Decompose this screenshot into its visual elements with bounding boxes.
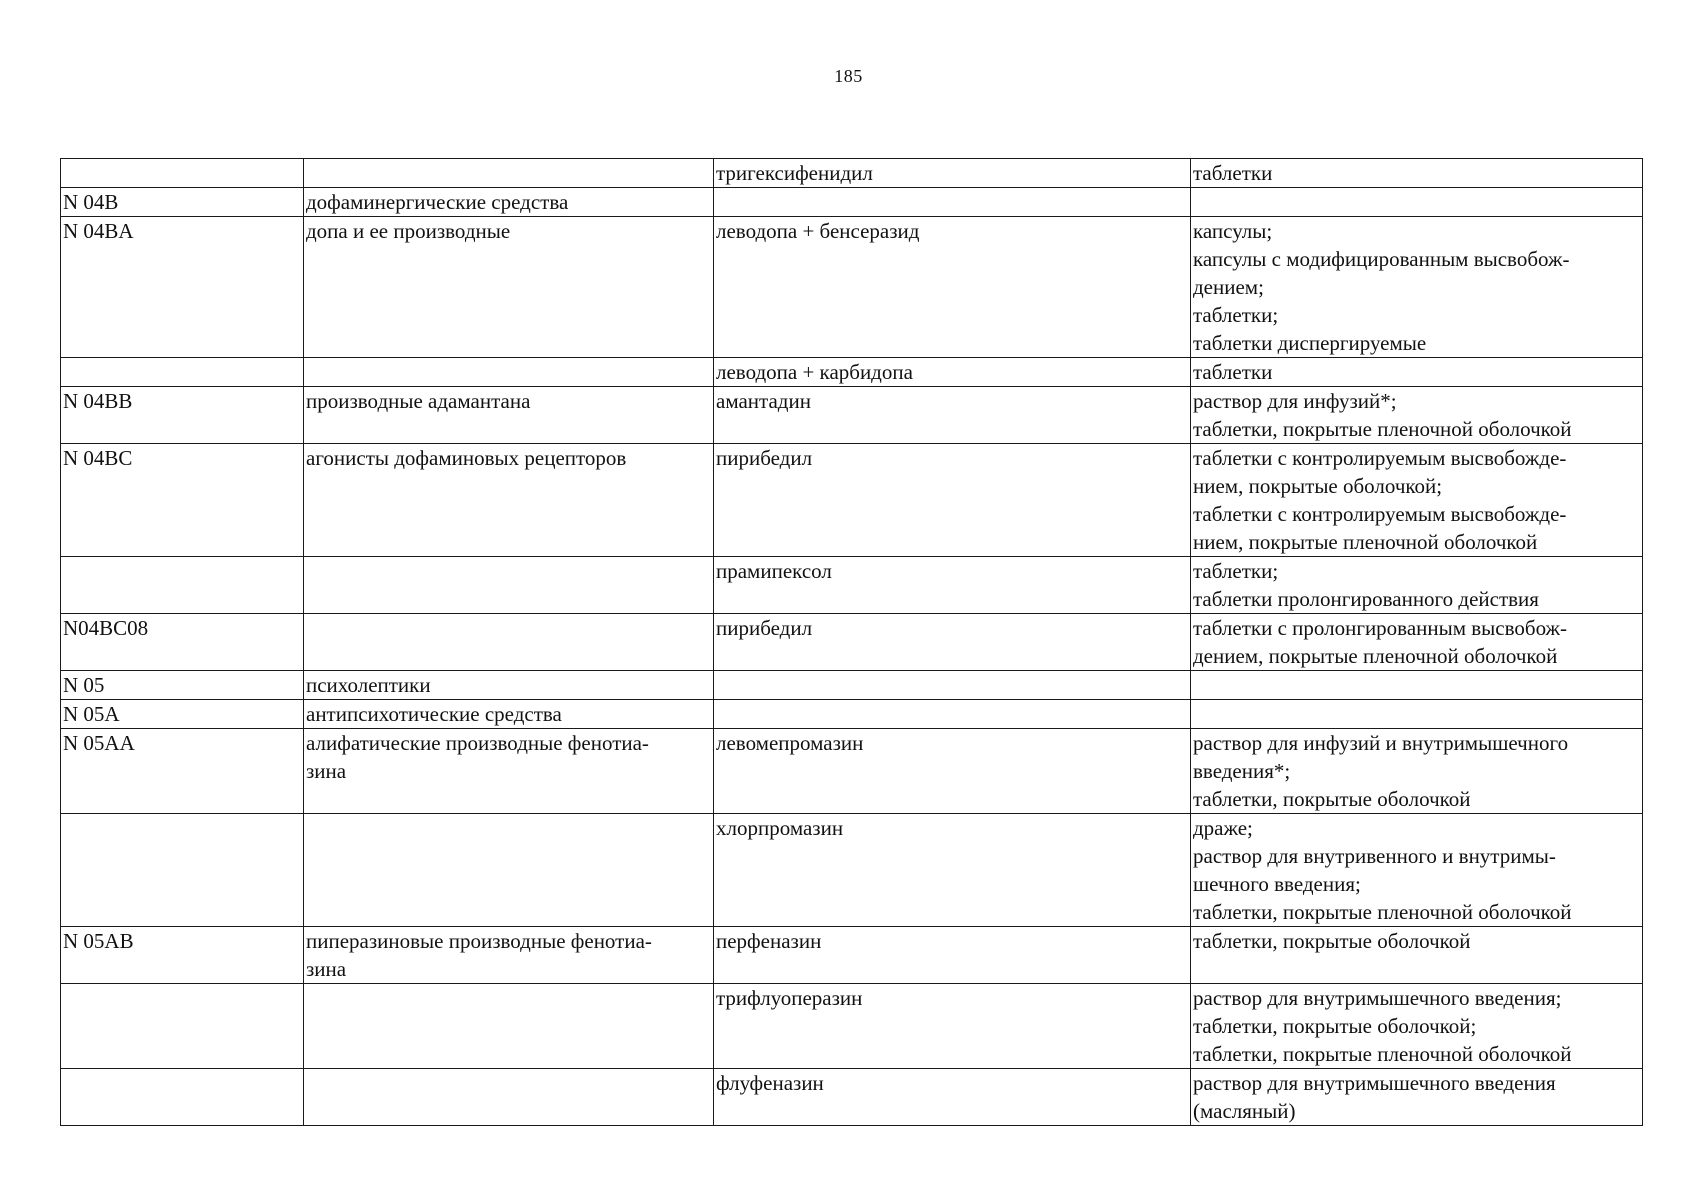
pharmacological-group-cell: антипсихотические средства (304, 700, 714, 729)
pharmacological-group-cell (304, 358, 714, 387)
pharmacological-group-cell (304, 984, 714, 1069)
dosage-form-cell (1191, 188, 1643, 217)
atc-code-cell: N 04BA (61, 217, 304, 358)
pharmacological-group-cell (304, 614, 714, 671)
drug-name-cell: прамипексол (714, 557, 1191, 614)
table-row (61, 387, 1643, 444)
atc-code-cell: N 04B (61, 188, 304, 217)
atc-code-cell: N 05AA (61, 729, 304, 814)
dosage-form-cell: таблетки с пролонгированным высвобож- дением, покрытые пленочной оболочкой (1191, 614, 1643, 671)
atc-code-cell (61, 159, 304, 188)
pharmacological-group-cell (304, 1069, 714, 1126)
drug-name-cell: пирибедил (714, 614, 1191, 671)
pharmacological-group-cell: психолептики (304, 671, 714, 700)
table-row (61, 700, 1643, 729)
pharmacological-group-cell: агонисты дофаминовых рецепторов (304, 444, 714, 557)
dosage-form-cell: таблетки (1191, 159, 1643, 188)
drug-name-cell (714, 700, 1191, 729)
atc-code-cell: N 05 (61, 671, 304, 700)
table-row (61, 444, 1643, 557)
atc-code-cell (61, 358, 304, 387)
drug-name-cell: леводопа + бенсеразид (714, 217, 1191, 358)
pharmacological-group-cell: алифатические производные фенотиа- зина (304, 729, 714, 814)
pharmacological-group-cell: допа и ее производные (304, 217, 714, 358)
dosage-form-cell: раствор для внутримышечного введения; таблетки, покрытые оболочкой; таблетки, покрытые пленочной оболочкой (1191, 984, 1643, 1069)
pharmacological-group-cell (304, 814, 714, 927)
drug-name-cell (714, 188, 1191, 217)
table-row (61, 188, 1643, 217)
dosage-form-cell (1191, 671, 1643, 700)
pharmacological-group-cell: пиперазиновые производные фенотиа- зина (304, 927, 714, 984)
dosage-form-cell: капсулы; капсулы с модифицированным высвобож- дением; таблетки; таблетки диспергируемые (1191, 217, 1643, 358)
drug-name-cell: трифлуоперазин (714, 984, 1191, 1069)
dosage-form-cell: раствор для инфузий*; таблетки, покрытые пленочной оболочкой (1191, 387, 1643, 444)
drug-name-cell: перфеназин (714, 927, 1191, 984)
page-number: 185 (834, 66, 863, 86)
table-row (61, 358, 1643, 387)
drug-name-cell: левомепромазин (714, 729, 1191, 814)
dosage-form-cell: таблетки, покрытые оболочкой (1191, 927, 1643, 984)
atc-code-cell: N04BC08 (61, 614, 304, 671)
dosage-form-cell: раствор для инфузий и внутримышечного введения*; таблетки, покрытые оболочкой (1191, 729, 1643, 814)
drug-name-cell: леводопа + карбидопа (714, 358, 1191, 387)
atc-code-cell (61, 1069, 304, 1126)
table-row (61, 814, 1643, 927)
atc-code-cell: N 05AB (61, 927, 304, 984)
dosage-form-cell: таблетки; таблетки пролонгированного действия (1191, 557, 1643, 614)
table-row (61, 159, 1643, 188)
drug-name-cell: амантадин (714, 387, 1191, 444)
drug-list-table (60, 158, 1643, 1126)
table-row (61, 1069, 1643, 1126)
atc-code-cell (61, 814, 304, 927)
drug-name-cell: хлорпромазин (714, 814, 1191, 927)
pharmacological-group-cell (304, 159, 714, 188)
atc-code-cell (61, 984, 304, 1069)
dosage-form-cell (1191, 700, 1643, 729)
drug-name-cell: пирибедил (714, 444, 1191, 557)
drug-name-cell (714, 671, 1191, 700)
pharmacological-group-cell: производные адамантана (304, 387, 714, 444)
table-row (61, 984, 1643, 1069)
drug-name-cell: флуфеназин (714, 1069, 1191, 1126)
table-row (61, 927, 1643, 984)
pharmacological-group-cell: дофаминергические средства (304, 188, 714, 217)
dosage-form-cell: таблетки с контролируемым высвобожде- нием, покрытые оболочкой; таблетки с контролируемым высвобожде- нием, покрытые пленочной оболочкой (1191, 444, 1643, 557)
pharmacological-group-cell (304, 557, 714, 614)
table-row (61, 217, 1643, 358)
table-row (61, 729, 1643, 814)
atc-code-cell: N 04BB (61, 387, 304, 444)
drug-name-cell: тригексифенидил (714, 159, 1191, 188)
atc-code-cell: N 05A (61, 700, 304, 729)
table-row (61, 614, 1643, 671)
atc-code-cell: N 04BC (61, 444, 304, 557)
atc-code-cell (61, 557, 304, 614)
table-row (61, 671, 1643, 700)
dosage-form-cell: раствор для внутримышечного введения (масляный) (1191, 1069, 1643, 1126)
dosage-form-cell: таблетки (1191, 358, 1643, 387)
table-row (61, 557, 1643, 614)
dosage-form-cell: драже; раствор для внутривенного и внутримы- шечного введения; таблетки, покрытые пленочной оболочкой (1191, 814, 1643, 927)
